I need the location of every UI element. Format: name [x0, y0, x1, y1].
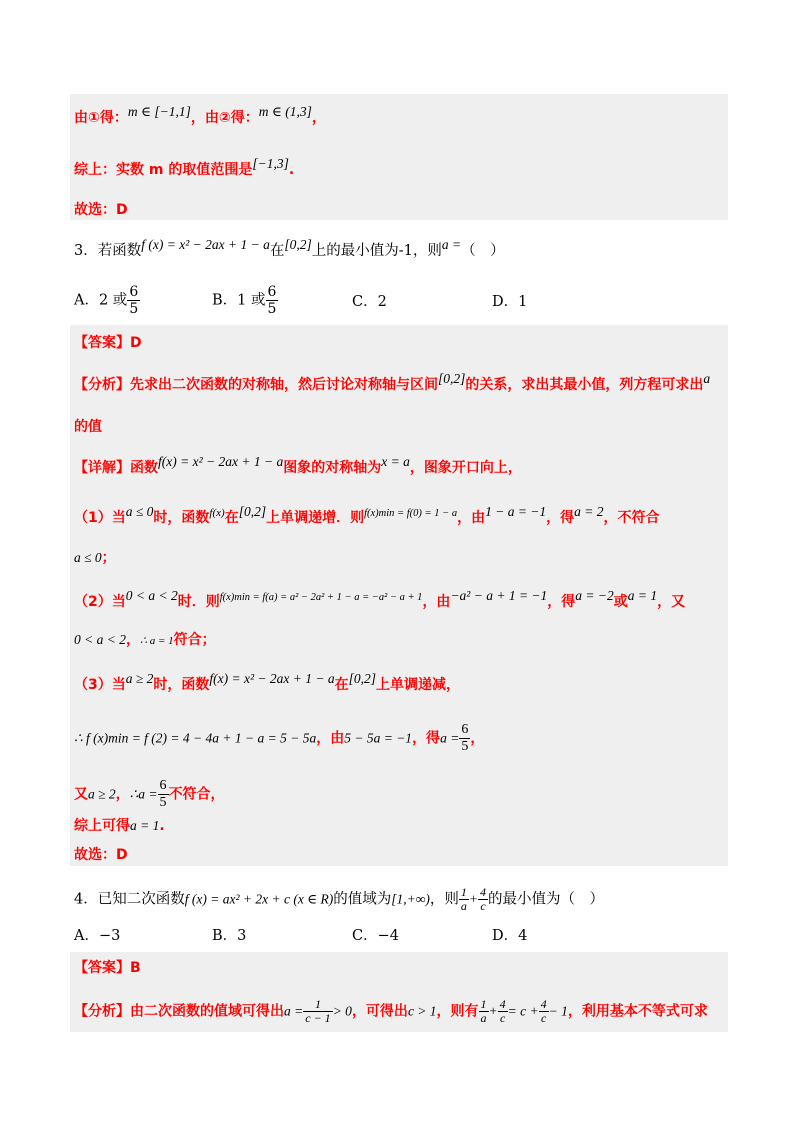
q3-case-1: （1）当a ≤ 0时，函数$^{f(x)}$在[0,2]上单调递增．则$^{f(x)min = f(0) = 1 - a}$，由1 − a = −1，得a = 2，不符合	[74, 504, 660, 526]
q3-case-2-cont: 0 < a < 2，∴ a = 1符合；	[74, 632, 216, 648]
top-line-2: 综上：实数 m 的取值范围是[−1,3].	[74, 156, 295, 178]
q4-answer: 【答案】B	[74, 960, 141, 976]
q4-stem: 4．已知二次函数f (x) = ax² + 2x + c (x ∈ R)的值域为[1,+∞)，则 $\frac{1}{a}$ + $\frac{4}{c}$ 的最小值为（ ）	[74, 885, 605, 913]
q3-answer: 【答案】D	[74, 335, 142, 351]
q4-analysis: 【分析】由二次函数的值域可得出a = $\frac{1}{c - 1}$ > 0，可得出c > 1，则有 $\frac{1}{a}$ + $\frac{4}{c}$ = c + $\frac{4}{c}$ − 1，利用基本不等式可求	[74, 997, 708, 1025]
q4-option-b[interactable]: B．3	[212, 928, 247, 944]
q3-case-1-cont: a ≤ 0；	[74, 550, 116, 566]
q3-choice: 故选：D	[74, 847, 128, 863]
q3-option-c[interactable]: C．2	[352, 294, 387, 310]
q3-case-3-calc: ∴ f (x)min = f (2) = 4 − 4a + 1 − a = 5 − 5a，由5 − 5a = −1，得a = $\frac{6}{5}$ ，	[74, 722, 485, 754]
q3-option-a[interactable]: A．2 或 $\frac{6}{5}$	[74, 284, 139, 317]
q4-option-c[interactable]: C．−4	[352, 928, 399, 944]
q3-case-3-reject: 又a ≥ 2，∴a = $\frac{6}{5}$ 不符合，	[74, 778, 225, 810]
q3-detail: 【详解】函数f(x) = x² − 2ax + 1 − a图象的对称轴为x = a，图象开口向上，	[74, 454, 522, 476]
q3-analysis: 【分析】先求出二次函数的对称轴，然后讨论对称轴与区间[0,2]的关系，求出其最小值，列方程可求出a	[74, 371, 711, 393]
q3-option-b[interactable]: B．1 或 $\frac{6}{5}$	[212, 284, 277, 317]
top-line-1: 由①得：m ∈ [−1,1]，由②得：m ∈ (1,3]，	[74, 104, 326, 126]
q4-option-a[interactable]: A．−3	[74, 928, 121, 944]
q3-conclusion: 综上可得a = 1.	[74, 818, 165, 834]
top-choice: 故选：D	[74, 202, 128, 218]
q4-option-d[interactable]: D．4	[492, 928, 528, 944]
q3-case-3: （3）当a ≥ 2时，函数f(x) = x² − 2ax + 1 − a在[0,2]上单调递减，	[74, 671, 461, 693]
q3-option-d[interactable]: D．1	[492, 294, 528, 310]
q3-stem: 3．若函数f (x) = x² − 2ax + 1 − a在[0,2]上的最小值为-1，则a =（ ）	[74, 237, 505, 259]
q3-analysis-cont: 的值	[74, 419, 102, 435]
q3-case-2: （2）当0 < a < 2时．则$^{f(x)min = f(a) = a^2 - 2a^2 + 1 - a = -a^2 - a + 1}$，由−a² − a + 1 = −1，得a = −2或a = 1，又	[74, 588, 686, 610]
